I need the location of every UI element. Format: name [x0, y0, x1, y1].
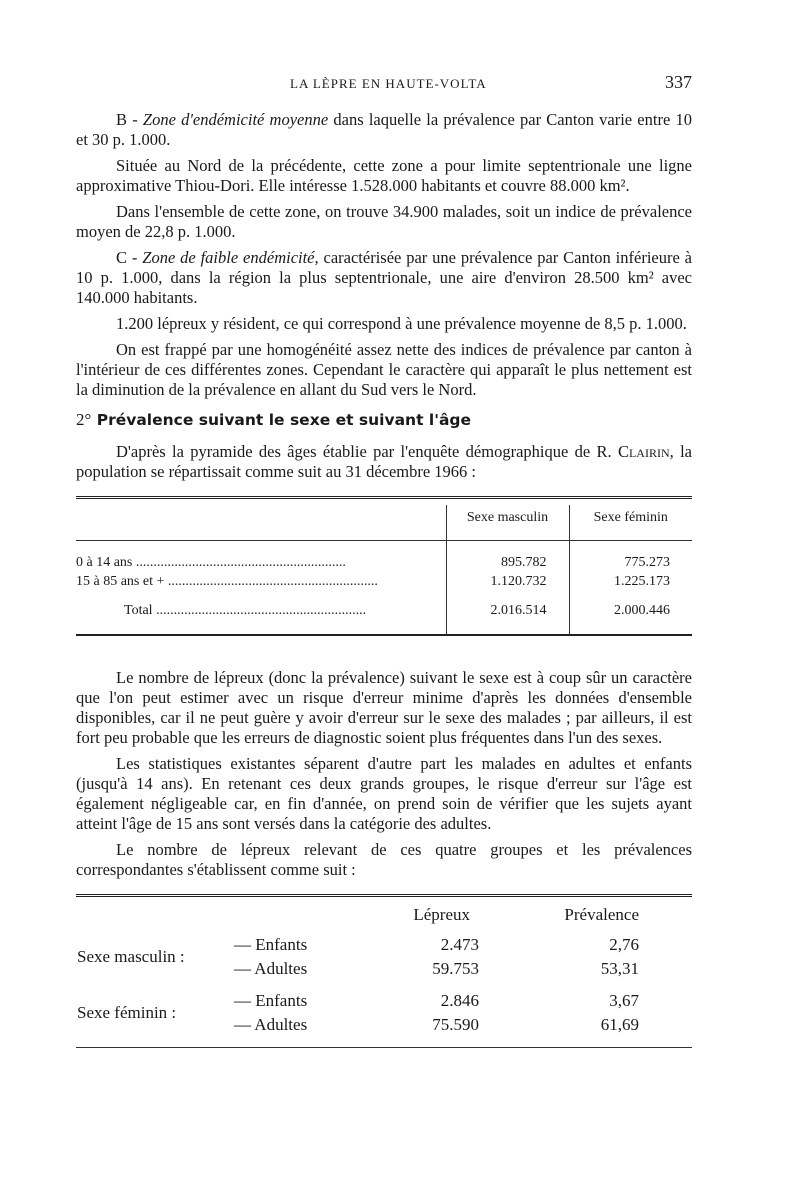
table-row: 15 à 85 ans et + ............................................................ 1.120.732 1.225.173: [76, 572, 692, 591]
section-number: 2°: [76, 410, 92, 429]
paragraph: 1.200 lépreux y résident, ce qui correspond à une prévalence moyenne de 8,5 p. 1.000.: [116, 314, 687, 333]
author-name: Clairin: [617, 442, 670, 461]
page-number: 337: [665, 72, 692, 92]
paragraph: Située au Nord de la précédente, cette zone a pour limite septentrionale une ligne approximative Thiou-Dori. Elle intéresse 1.528.000 habitants et couvre 88.000 km².: [76, 156, 692, 195]
table-row: Sexe masculin : — Enfants 2.473 2,76: [77, 935, 639, 966]
paragraph: Le nombre de lépreux (donc la prévalence) suivant le sexe est à coup sûr un caractère que l'on peut estimer avec un risque d'erreur minime d'après les données d'ensemble disponibles, car il ne peut guère y avoir d'erreur sur le sexe des malades ; par ailleurs, il est fort peu probable que les erreurs de diagnostic soient plus fréquentes dans l'un des sexes.: [76, 668, 692, 747]
paragraph-zone-b: B - Zone d'endémicité moyenne dans laquelle la prévalence par Canton varie entre 10 et 30 p. 1.000.: [76, 110, 692, 149]
population-table: [76, 496, 692, 636]
leader-dots: ............................................................: [156, 603, 367, 618]
group-label: Sexe masculin :: [77, 947, 185, 966]
col-header-male: Sexe masculin: [446, 505, 569, 530]
table-row: — Adultes 75.590 61,69: [234, 1015, 639, 1034]
section-title: Prévalence suivant le sexe et suivant l'âge: [96, 411, 472, 429]
leader-dots: ............................................................: [135, 555, 346, 570]
col-header-female: Sexe féminin: [569, 505, 692, 530]
paragraph: Dans l'ensemble de cette zone, on trouve 34.900 malades, soit un indice de prévalence moyen de 22,8 p. 1.000.: [76, 202, 692, 241]
paragraph: On est frappé par une homogénéité assez nette des indices de prévalence par canton à l'intérieur de ces différentes zones. Cependant le caractère qui apparaît le plus nettement est la diminution de la prévalence en allant du Sud vers le Nord.: [76, 340, 692, 399]
paragraph: Le nombre de lépreux relevant de ces quatre groupes et les prévalences correspondantes s'établissent comme suit :: [76, 840, 692, 879]
col-header-lepreux: Lépreux: [413, 905, 470, 924]
zone-c-name: Zone de faible endémicité,: [142, 248, 319, 267]
table-row: 0 à 14 ans ............................................................ 895.782 775.273: [76, 553, 692, 572]
table-row: — Adultes 59.753 53,31: [234, 959, 639, 978]
group-label: Sexe féminin :: [77, 1003, 177, 1022]
body-text: [76, 110, 692, 1048]
running-header: [76, 72, 692, 94]
zone-b-name: Zone d'endémicité moyenne: [142, 110, 329, 129]
table-total-row: Total ............................................................ 2.016.514 2.000.446: [76, 601, 692, 620]
paragraph-clairin: D'après la pyramide des âges établie par l'enquête démographique de R. Clairin, la population se répartissait comme suit au 31 décembre 1966 :: [76, 442, 692, 481]
leprosy-prevalence-table: [76, 894, 692, 1048]
paragraph-zone-c: C - Zone de faible endémicité, caractérisée par une prévalence par Canton inférieure à 10 p. 1.000, dans la région la plus septentrionale, une aire d'environ 28.500 km² avec 140.000 habitants.: [76, 248, 693, 307]
col-header-prevalence: Prévalence: [564, 905, 639, 924]
running-title: LA LÈPRE EN HAUTE-VOLTA: [290, 76, 487, 91]
section-heading: [76, 410, 692, 430]
leader-dots: ............................................................: [167, 574, 378, 589]
paragraph: Les statistiques existantes séparent d'autre part les malades en adultes et enfants (jusqu'à 14 ans). En retenant ces deux grands groupes, le risque d'erreur sur l'âge est également négligeable car, en fin d'année, on prend soin de vérifier que les sujets ayant atteint l'âge de 15 ans sont versés dans la catégorie des adultes.: [76, 754, 692, 833]
table-row: Sexe féminin : — Enfants 2.846 3,67: [77, 991, 639, 1022]
